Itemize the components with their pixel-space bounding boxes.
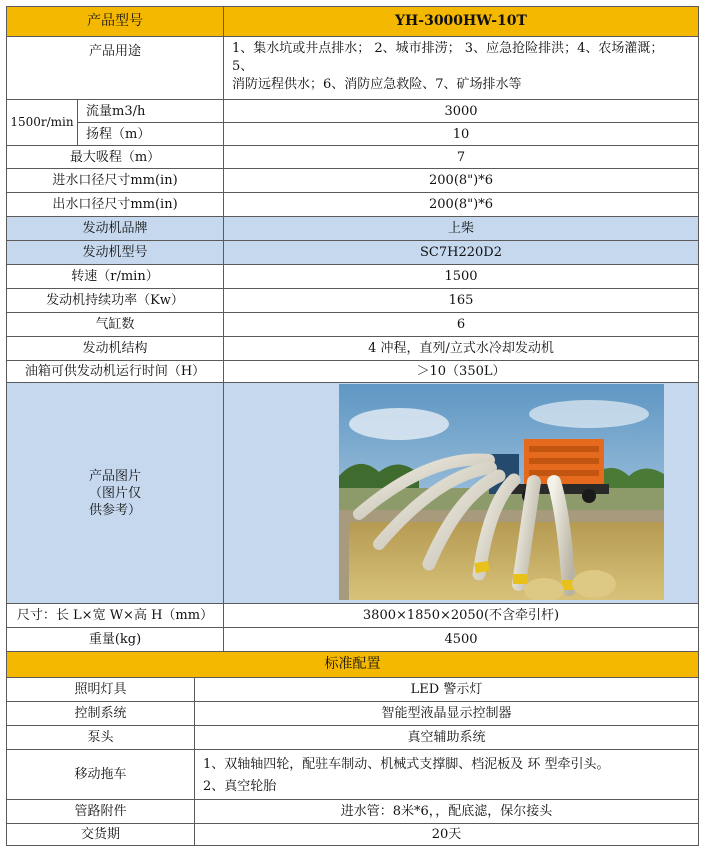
- product-photo: [339, 384, 664, 600]
- spec-label: 转速（r/min）: [6, 264, 223, 288]
- weight-value: 4500: [223, 627, 699, 651]
- spec-row-rpm: [0, 264, 704, 288]
- spec-value: 4 冲程，直列/立式水冷却发动机: [223, 336, 699, 360]
- photo-label-line-2: （图片仅: [88, 485, 141, 501]
- config-value: 真空辅助系统: [194, 725, 699, 749]
- usage-line-2: 5、: [232, 59, 254, 74]
- config-value: LED 警示灯: [194, 677, 699, 701]
- config-value: 进水管：8米*6，，配底滤，保尔接头: [194, 799, 699, 823]
- spec-value: 200(8")*6: [223, 168, 699, 192]
- config-row-lighting: [0, 677, 704, 701]
- spec-row-structure: [0, 336, 704, 360]
- photo-label: [6, 382, 223, 603]
- speed-group-label: 1500r/min: [6, 99, 77, 145]
- spec-row-cylinders: [0, 312, 704, 336]
- spec-row-inlet: [0, 168, 704, 192]
- spec-value: ＞10（350L）: [223, 360, 699, 382]
- photo-label-line-3: 供参考）: [88, 502, 141, 518]
- config-row-pump-head: [0, 725, 704, 749]
- flow-label: 流量m3/h: [77, 99, 223, 122]
- spec-value: SC7H220D2: [223, 240, 699, 264]
- config-label: 控制系统: [6, 701, 194, 725]
- config-label: 移动拖车: [6, 749, 194, 799]
- spec-value: 上柴: [223, 216, 699, 240]
- usage-label: 产品用途: [6, 36, 223, 99]
- spec-value: 1500: [223, 264, 699, 288]
- config-label: 管路附件: [6, 799, 194, 823]
- model-label: 产品型号: [6, 6, 223, 36]
- dimensions-row: [0, 603, 704, 627]
- spec-row-outlet: [0, 192, 704, 216]
- usage-row: [0, 36, 704, 99]
- config-row-trailer: [0, 749, 704, 799]
- spec-label: 发动机品牌: [6, 216, 223, 240]
- spec-row-max-suction: [0, 145, 704, 168]
- dimensions-value: 3800×1850×2050(不含牵引杆): [223, 603, 699, 627]
- spec-label: 油箱可供发动机运行时间（H）: [6, 360, 223, 382]
- trailer-line-2: 2、真空轮胎: [203, 779, 277, 794]
- config-label: 照明灯具: [6, 677, 194, 701]
- spec-label: 最大吸程（m）: [6, 145, 223, 168]
- spec-row-engine-brand: [0, 216, 704, 240]
- spec-label: 出水口径尺寸mm(in): [6, 192, 223, 216]
- trailer-line-1: 1、双轴轴四轮，配驻车制动、机械式支撑脚、档泥板及 环 型牵引头。: [203, 757, 610, 772]
- photo-label-line-1: 产品图片: [88, 468, 141, 484]
- dimensions-label: 尺寸：长 L×宽 W×高 H（mm）: [6, 603, 223, 627]
- config-row-control: [0, 701, 704, 725]
- spec-label: 进水口径尺寸mm(in): [6, 168, 223, 192]
- config-value: [194, 749, 699, 799]
- usage-line-1: 1、集水坑或井点排水； 2、城市排涝； 3、应急抢险排洪；4、农场灌溉；: [232, 41, 664, 56]
- speed-group: [0, 99, 704, 145]
- spec-row-power: [0, 288, 704, 312]
- config-row-piping: [0, 799, 704, 823]
- spec-label: 发动机型号: [6, 240, 223, 264]
- config-label: 泵头: [6, 725, 194, 749]
- spec-label: 发动机结构: [6, 336, 223, 360]
- model-value: YH-3000HW-10T: [223, 6, 699, 36]
- spec-row-engine-model: [0, 240, 704, 264]
- weight-label: 重量(kg): [6, 627, 223, 651]
- config-label: 交货期: [6, 823, 194, 846]
- flow-value: 3000: [223, 99, 699, 122]
- spec-row-runtime: [0, 360, 704, 382]
- spec-value: 165: [223, 288, 699, 312]
- config-value: 20天: [194, 823, 699, 846]
- model-row: [0, 6, 704, 36]
- standard-config-header: [0, 651, 704, 677]
- head-label: 扬程（m）: [77, 122, 223, 145]
- weight-row: [0, 627, 704, 651]
- standard-config-title: 标准配置: [6, 651, 699, 677]
- usage-line-3: 消防远程供水；6、消防应急救险、7、矿场排水等: [232, 77, 522, 92]
- config-value: 智能型液晶显示控制器: [194, 701, 699, 725]
- spec-value: 7: [223, 145, 699, 168]
- head-value: 10: [223, 122, 699, 145]
- spec-value: 6: [223, 312, 699, 336]
- usage-value: [223, 36, 699, 99]
- spec-label: 发动机持续功率（Kw）: [6, 288, 223, 312]
- config-row-delivery: [0, 823, 704, 846]
- spec-label: 气缸数: [6, 312, 223, 336]
- spec-value: 200(8")*6: [223, 192, 699, 216]
